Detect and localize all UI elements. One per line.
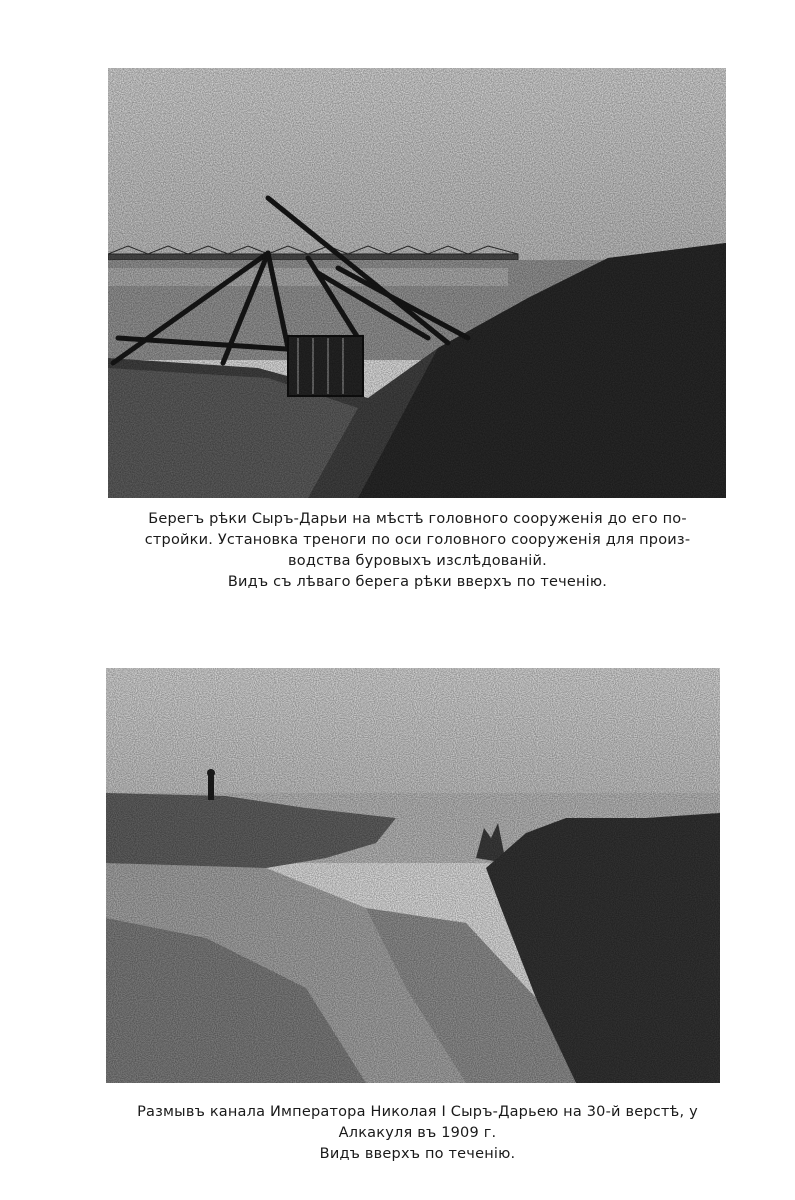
caption-line: Берегъ рѣки Сыръ-Дарьи на мѣстѣ головного сооруженія до его по-	[148, 511, 687, 527]
caption-line: Видъ съ лѣваго берега рѣки вверхъ по теченію.	[227, 574, 608, 590]
caption-figure-2	[100, 1102, 735, 1165]
caption-line: Видъ вверхъ по теченію.	[319, 1146, 516, 1162]
caption-line: Алкакуля въ 1909 г.	[338, 1125, 497, 1141]
photo-river-bank-tripod	[108, 68, 726, 498]
caption-line: стройки. Установка треноги по оси головного сооруженія для произ-	[144, 532, 691, 548]
photo-canal-washout	[106, 668, 720, 1083]
caption-figure-1	[100, 509, 735, 593]
caption-line: водства буровыхъ изслѣдованій.	[288, 553, 547, 569]
caption-line: Размывъ канала Императора Николая I Сыръ-Дарьею на 30-й верстѣ, у	[137, 1104, 698, 1120]
